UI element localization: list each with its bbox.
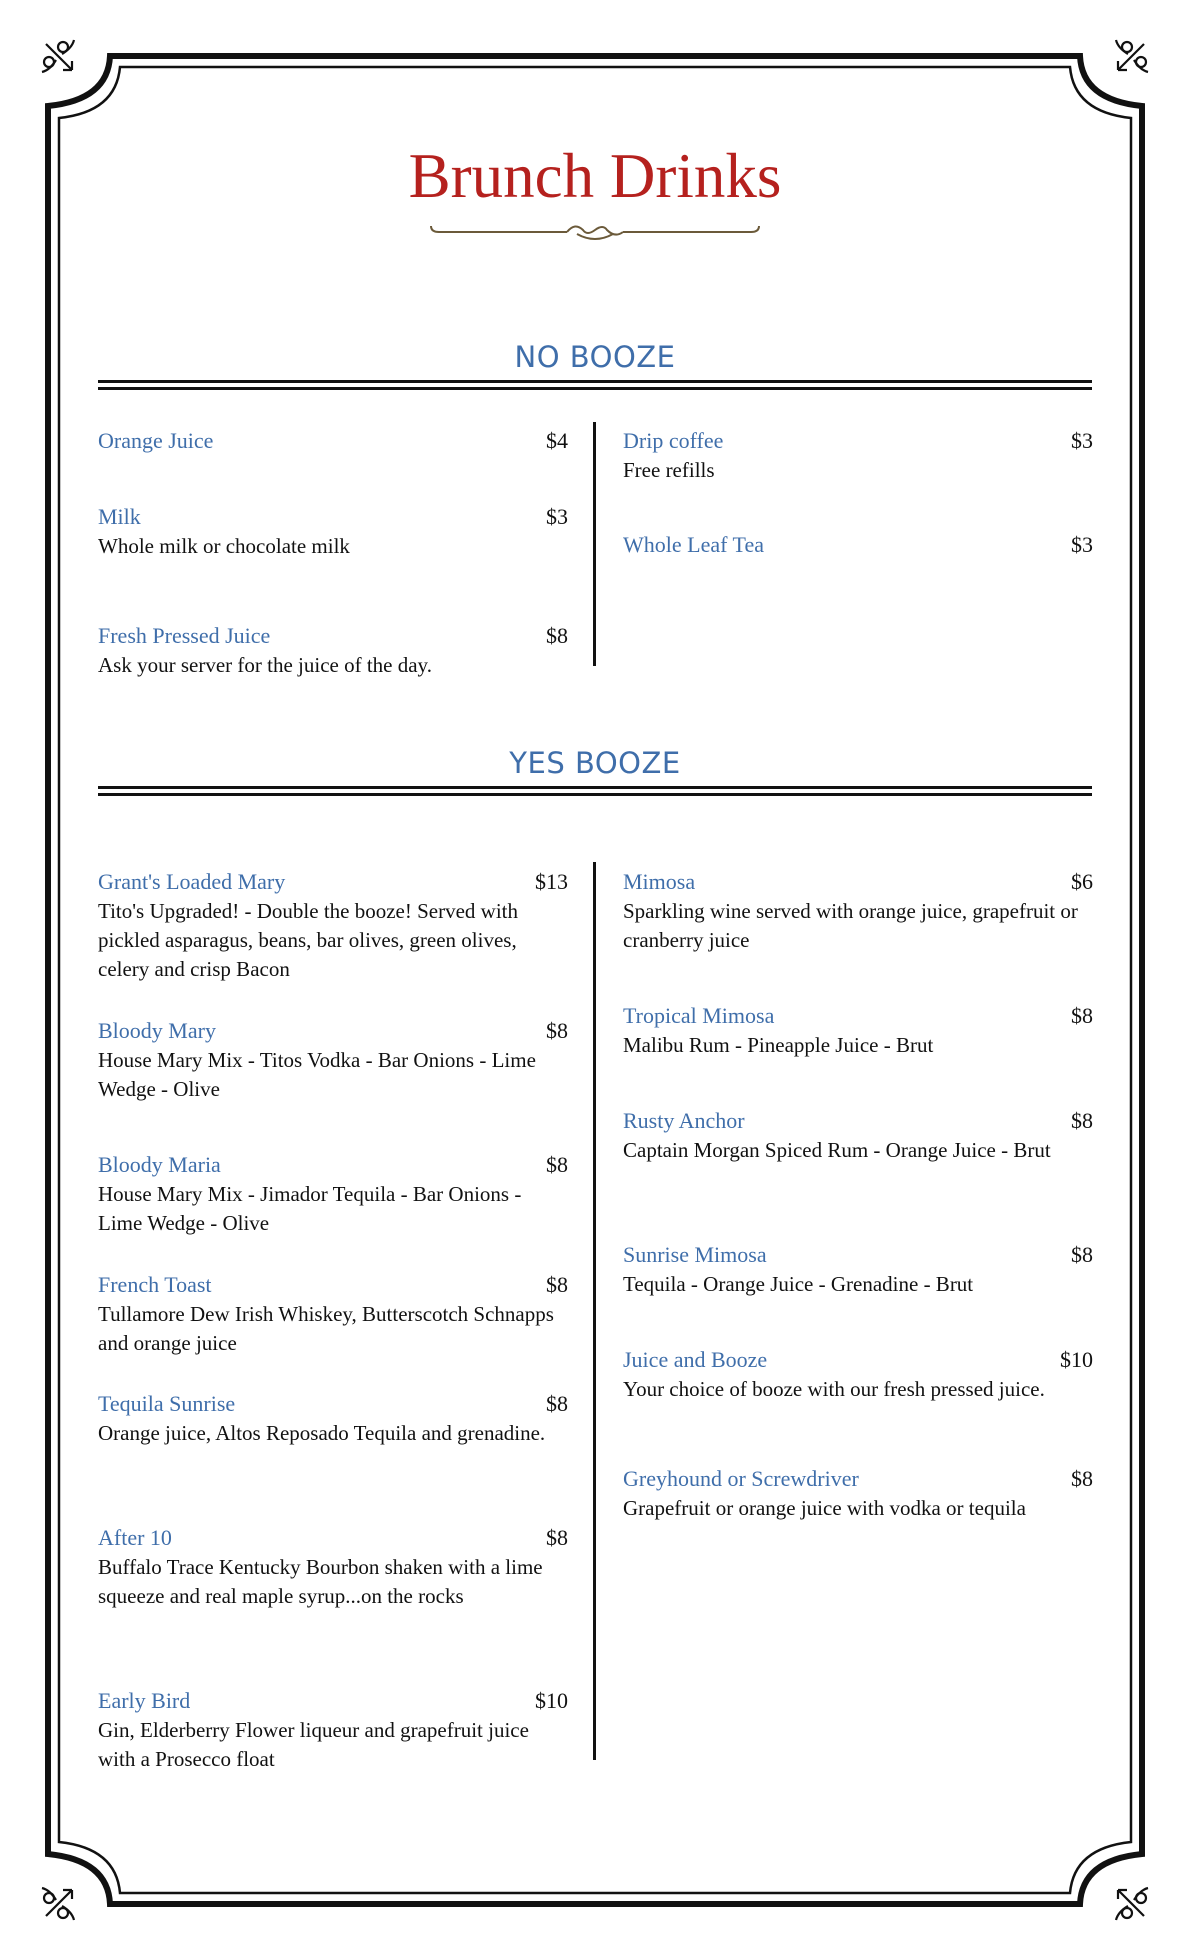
item-name: Tropical Mimosa [623, 1003, 775, 1028]
item-name: Early Bird [98, 1688, 191, 1713]
menu-item [98, 1018, 568, 1104]
menu-item [623, 1108, 1093, 1165]
section-divider [98, 786, 1092, 796]
item-price: $3 [1071, 532, 1093, 557]
item-description: Gin, Elderberry Flower liqueur and grapefruit juice with a Prosecco float [98, 1718, 529, 1771]
menu-item [98, 1272, 568, 1358]
item-price: $8 [546, 1018, 568, 1043]
item-price: $3 [546, 504, 568, 529]
menu-item [98, 1152, 568, 1238]
item-name: Juice and Booze [623, 1347, 768, 1372]
item-description: Whole milk or chocolate milk [98, 534, 350, 558]
item-name: Fresh Pressed Juice [98, 623, 271, 648]
item-price: $8 [546, 1391, 568, 1416]
item-name: Sunrise Mimosa [623, 1242, 767, 1267]
item-name: Orange Juice [98, 428, 214, 453]
item-name: Milk [98, 504, 141, 529]
menu-item [623, 1347, 1093, 1404]
item-name: Tequila Sunrise [98, 1391, 236, 1416]
item-description: Free refills [623, 458, 715, 482]
item-name: Rusty Anchor [623, 1108, 745, 1133]
menu-item [98, 504, 568, 561]
menu-item [623, 1003, 1093, 1060]
menu-item [98, 869, 568, 984]
item-name: Bloody Maria [98, 1152, 221, 1177]
item-price: $8 [1071, 1242, 1093, 1267]
item-price: $8 [546, 1272, 568, 1297]
item-description: Orange juice, Altos Reposado Tequila and grenadine. [98, 1421, 546, 1445]
item-description: Ask your server for the juice of the day. [98, 653, 432, 677]
item-price: $10 [1060, 1347, 1093, 1372]
corner-ornament-icon [42, 1888, 74, 1920]
item-price: $6 [1071, 869, 1093, 894]
item-price: $10 [535, 1688, 568, 1713]
section-heading-no-booze: NO BOOZE [514, 340, 676, 374]
item-name: Drip coffee [623, 428, 724, 453]
item-price: $4 [546, 428, 568, 453]
item-description: Malibu Rum - Pineapple Juice - Brut [623, 1033, 934, 1057]
menu-item [98, 623, 568, 680]
item-price: $8 [546, 1152, 568, 1177]
item-price: $8 [1071, 1108, 1093, 1133]
column-divider [593, 862, 596, 1760]
item-description: Grapefruit or orange juice with vodka or tequila [623, 1496, 1026, 1520]
corner-ornament-icon [1116, 40, 1148, 72]
item-name: Whole Leaf Tea [623, 532, 764, 557]
item-name: After 10 [98, 1525, 172, 1550]
item-name: Greyhound or Screwdriver [623, 1466, 859, 1491]
item-price: $13 [535, 869, 568, 894]
item-name: Grant's Loaded Mary [98, 869, 286, 894]
menu-item [623, 532, 1093, 560]
menu-item [98, 428, 568, 456]
menu-item [98, 1688, 568, 1774]
item-name: Bloody Mary [98, 1018, 216, 1043]
item-description: Tequila - Orange Juice - Grenadine - Brut [623, 1272, 974, 1296]
item-price: $8 [546, 623, 568, 648]
section-heading-yes-booze: YES BOOZE [509, 746, 681, 780]
item-description: Buffalo Trace Kentucky Bourbon shaken with a lime squeeze and real maple syrup...on the rocks [98, 1555, 543, 1608]
menu-item [623, 428, 1093, 485]
menu-title: Brunch Drinks [408, 141, 782, 211]
item-description: House Mary Mix - Titos Vodka - Bar Onions - Lime Wedge - Olive [98, 1048, 536, 1101]
item-price: $8 [546, 1525, 568, 1550]
menu-item [98, 1525, 568, 1611]
item-price: $8 [1071, 1003, 1093, 1028]
corner-ornament-icon [42, 40, 74, 72]
item-name: Mimosa [623, 869, 696, 894]
item-name: French Toast [98, 1272, 212, 1297]
item-price: $8 [1071, 1466, 1093, 1491]
title-flourish-icon [427, 218, 763, 244]
menu-item [623, 869, 1093, 955]
item-description: Your choice of booze with our fresh pressed juice. [623, 1377, 1045, 1401]
section-divider [98, 380, 1092, 390]
item-description: Sparkling wine served with orange juice, grapefruit or cranberry juice [623, 899, 1078, 952]
item-description: House Mary Mix - Jimador Tequila - Bar Onions - Lime Wedge - Olive [98, 1182, 522, 1235]
column-divider [593, 422, 596, 666]
item-description: Tullamore Dew Irish Whiskey, Butterscotch Schnapps and orange juice [98, 1302, 554, 1355]
item-price: $3 [1071, 428, 1093, 453]
menu-item [623, 1466, 1093, 1523]
item-description: Captain Morgan Spiced Rum - Orange Juice - Brut [623, 1138, 1051, 1162]
menu-item [623, 1242, 1093, 1299]
menu-item [98, 1391, 568, 1448]
item-description: Tito's Upgraded! - Double the booze! Served with pickled asparagus, beans, bar olives, green olives, celery and crisp Bacon [98, 899, 519, 981]
corner-ornament-icon [1116, 1888, 1148, 1920]
